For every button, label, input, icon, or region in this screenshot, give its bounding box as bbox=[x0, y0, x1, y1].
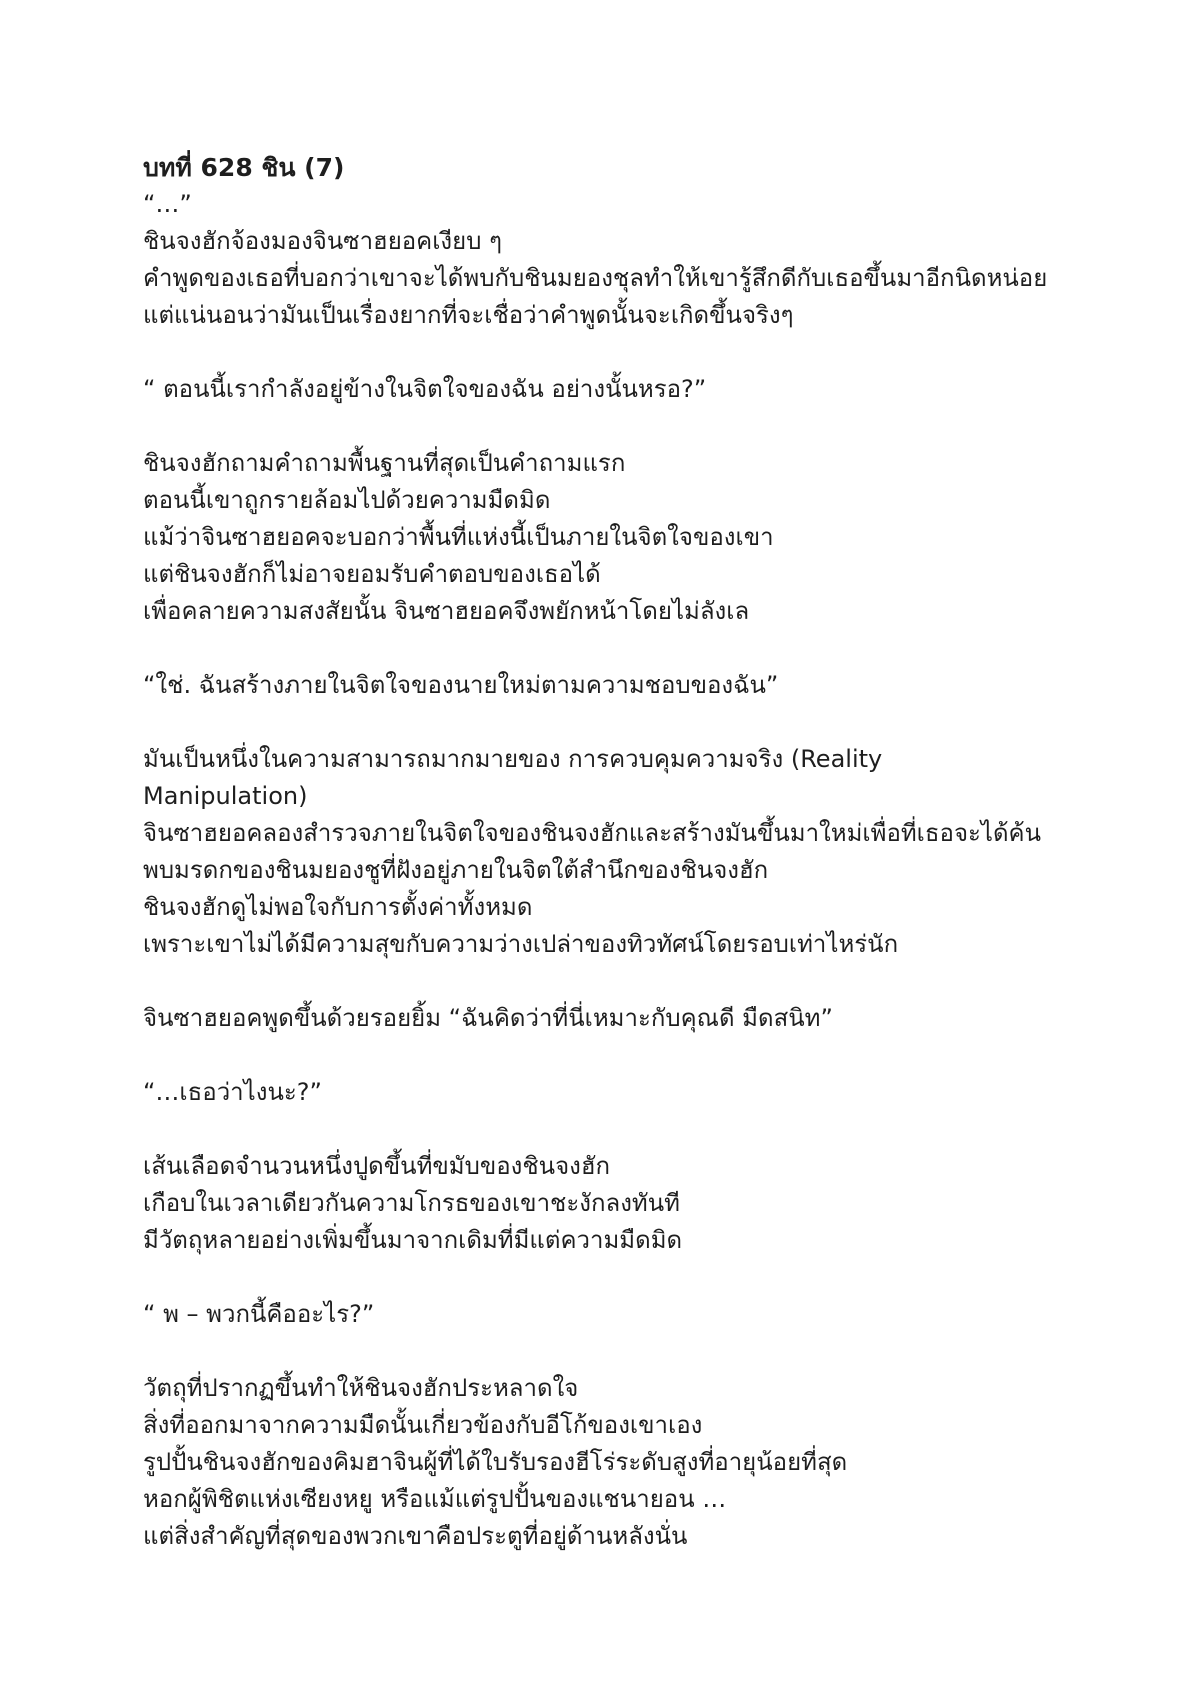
paragraph bbox=[143, 667, 1053, 704]
text-line: ชินจงฮักจ้องมองจินซาฮยอคเงียบ ๆ bbox=[143, 227, 502, 255]
text-line: ตอนนี้เขาถูกรายล้อมไปด้วยความมืดมิด bbox=[143, 486, 551, 514]
text-line: “ใช่. ฉันสร้างภายในจิตใจของนายใหม่ตามความชอบของฉัน” bbox=[143, 671, 779, 699]
chapter-title: บทที่ 628 ชิน (7) bbox=[143, 153, 345, 182]
text-line: จินซาฮยอคลองสำรวจภายในจิตใจของชินจงฮักและสร้างมันขึ้นมาใหม่เพื่อที่เธอจะได้ค้นพบมรดกของชินมยองชูที่ฝังอยู่ภายในจิตใต้สำนึกของชินจงฮัก bbox=[143, 819, 1042, 884]
text-line: มันเป็นหนึ่งในความสามารถมากมายของ การควบคุมความจริง (Reality Manipulation) bbox=[143, 745, 883, 810]
text-line: วัตถุที่ปรากฏขึ้นทำให้ชินจงฮักประหลาดใจ bbox=[143, 1374, 579, 1402]
text-line: จินซาฮยอคพูดขึ้นด้วยรอยยิ้ม “ฉันคิดว่าที่นี่เหมาะกับคุณดี มืดสนิท” bbox=[143, 1004, 833, 1032]
text-line: เพราะเขาไม่ได้มีความสุขกับความว่างเปล่าของทิวทัศน์โดยรอบเท่าไหร่นัก bbox=[143, 930, 899, 958]
text-line: “…เธอว่าไงนะ?” bbox=[143, 1078, 322, 1106]
text-line: “ พ – พวกนี้คืออะไร?” bbox=[143, 1300, 375, 1328]
text-line: เพื่อคลายความสงสัยนั้น จินซาฮยอคจึงพยักหน้าโดยไม่ลังเล bbox=[143, 597, 750, 625]
paragraph bbox=[143, 741, 1053, 963]
text-line: “…” bbox=[143, 190, 192, 218]
text-line: แต่ชินจงฮักก็ไม่อาจยอมรับคำตอบของเธอได้ bbox=[143, 560, 601, 588]
paragraph bbox=[143, 1296, 1053, 1333]
text-line: “ ตอนนี้เรากำลังอยู่ข้างในจิตใจของฉัน อย่างนั้นหรอ?” bbox=[143, 375, 707, 403]
paragraph bbox=[143, 371, 1053, 408]
paragraph bbox=[143, 186, 1053, 334]
paragraph bbox=[143, 1370, 1053, 1555]
text-line: ชินจงฮักถามคำถามพื้นฐานที่สุดเป็นคำถามแรก bbox=[143, 449, 626, 477]
paragraph bbox=[143, 1074, 1053, 1111]
text-line: เกือบในเวลาเดียวกันความโกรธของเขาชะงักลงทันที bbox=[143, 1189, 680, 1217]
text-line: แม้ว่าจินซาฮยอคจะบอกว่าพื้นที่แห่งนี้เป็นภายในจิตใจของเขา bbox=[143, 523, 774, 551]
text-line: แต่สิ่งสำคัญที่สุดของพวกเขาคือประตูที่อยู่ด้านหลังนั่น bbox=[143, 1522, 688, 1550]
text-line: แต่แน่นอนว่ามันเป็นเรื่องยากที่จะเชื่อว่าคำพูดนั้นจะเกิดขึ้นจริงๆ bbox=[143, 301, 794, 329]
text-line: รูปปั้นชินจงฮักของคิมฮาจินผู้ที่ได้ใบรับรองฮีโร่ระดับสูงที่อายุน้อยที่สุด bbox=[143, 1448, 848, 1476]
text-line: คำพูดของเธอที่บอกว่าเขาจะได้พบกับชินมยองชุลทำให้เขารู้สึกดีกับเธอขึ้นมาอีกนิดหน่อย bbox=[143, 264, 1048, 292]
text-line: ชินจงฮักดูไม่พอใจกับการตั้งค่าทั้งหมด bbox=[143, 893, 533, 921]
text-line: เส้นเลือดจำนวนหนึ่งปูดขึ้นที่ขมับของชินจงฮัก bbox=[143, 1152, 611, 1180]
paragraph bbox=[143, 445, 1053, 630]
text-line: หอกผู้พิชิตแห่งเซียงหยู หรือแม้แต่รูปปั้นของแชนายอน … bbox=[143, 1485, 727, 1513]
text-line: สิ่งที่ออกมาจากความมืดนั้นเกี่ยวข้องกับอีโก้ของเขาเอง bbox=[143, 1411, 703, 1439]
paragraph bbox=[143, 1000, 1053, 1037]
document-page bbox=[143, 150, 1053, 1592]
text-line: มีวัตถุหลายอย่างเพิ่มขึ้นมาจากเดิมที่มีแต่ความมืดมิด bbox=[143, 1226, 683, 1254]
paragraph bbox=[143, 1148, 1053, 1259]
